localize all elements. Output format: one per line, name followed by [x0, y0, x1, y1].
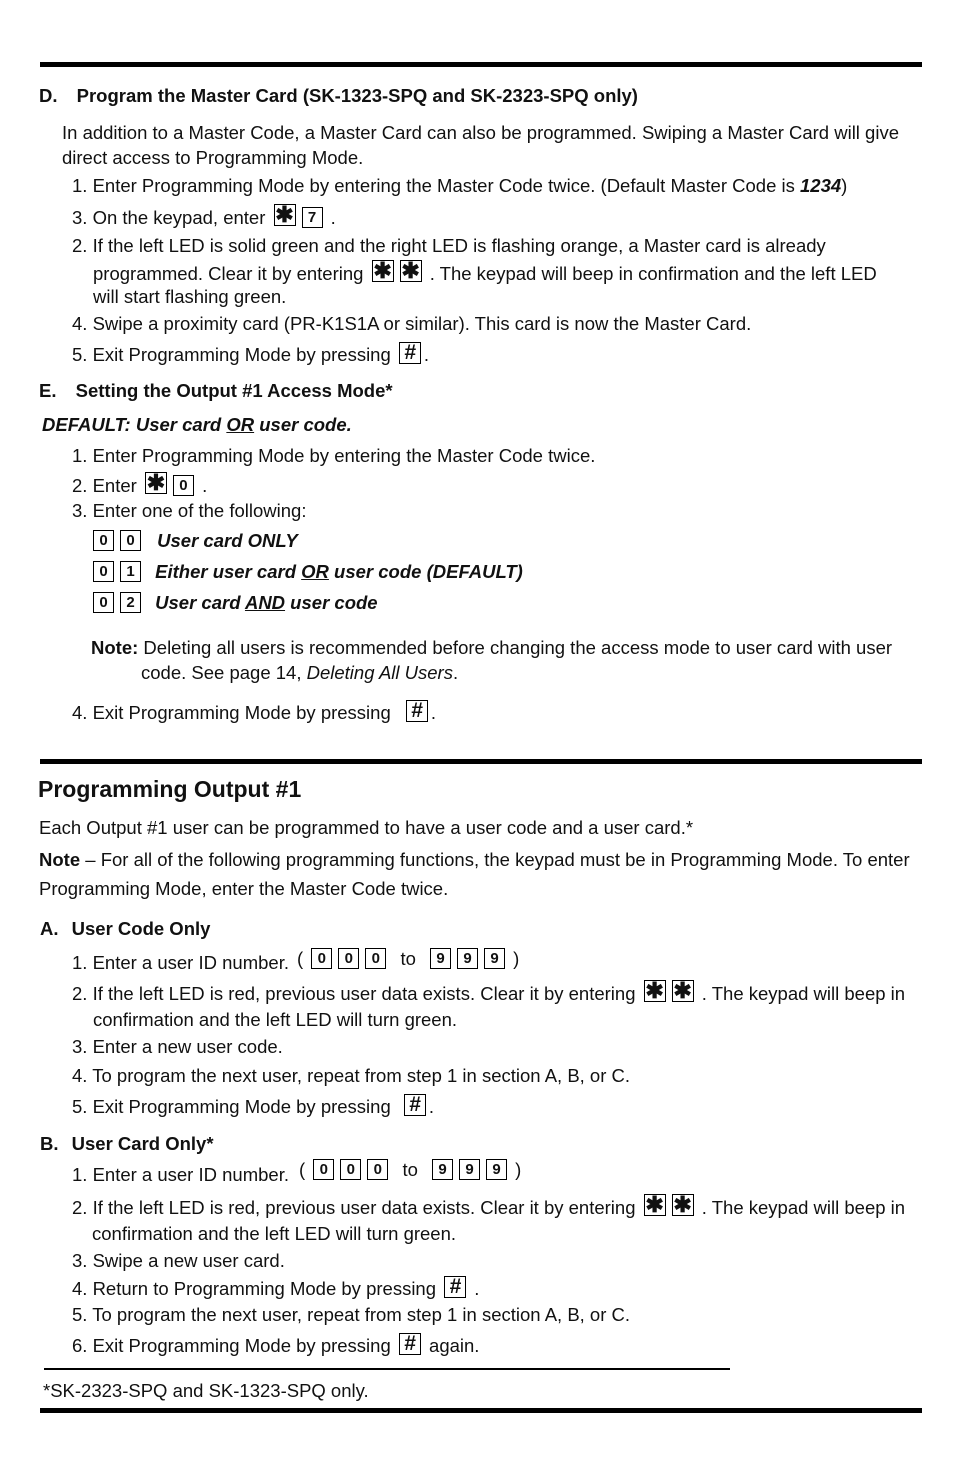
text-span: 2. If the left LED is red, previous user data exists. Clear it by entering: [72, 983, 636, 1004]
text-span: User card ONLY: [157, 530, 298, 551]
text-span: Exit Programming Mode by pressing: [92, 344, 391, 365]
key-1: 1: [120, 561, 141, 582]
section-d-step-2-line-3: will start flashing green.: [93, 286, 287, 307]
text-span: Programming Output #1: [38, 776, 302, 802]
programming-note-line-1: [39, 849, 910, 871]
programming-note-line-2: Programming Mode, enter the Master Code twice.: [39, 878, 449, 899]
key-0: 0: [93, 561, 114, 582]
section-b-range: [299, 1159, 521, 1181]
section-b-step-2-cont: confirmation and the left LED will turn green.: [92, 1223, 457, 1244]
star-key-icon: ✱: [401, 258, 420, 283]
section-rule: [40, 759, 922, 764]
key-9: 9: [430, 948, 451, 969]
section-e-heading: [39, 380, 393, 402]
footnote-rule: [44, 1368, 730, 1370]
star-key-icon: ✱: [645, 1192, 664, 1217]
access-option-2: [90, 592, 378, 614]
text-span: . The keypad will beep in: [701, 1197, 906, 1218]
section-letter: D.: [39, 85, 58, 106]
text-span: 2. Enter: [72, 475, 137, 496]
access-option-0: [90, 530, 298, 552]
section-e-step-2: 2. Enter ✱ 0 .: [72, 470, 208, 496]
text-span: 3.: [72, 207, 88, 228]
text-span: User Code Only: [71, 918, 211, 939]
key-9: 9: [484, 948, 505, 969]
text-span: user code (DEFAULT): [328, 561, 523, 582]
section-b-heading: [40, 1133, 214, 1155]
text-span: DEFAULT: User card: [42, 414, 227, 435]
text-span: 2. If the left LED is red, previous user data exists. Clear it by entering: [72, 1197, 636, 1218]
text-span: 1. Enter a user ID number.: [72, 1164, 289, 1185]
text-span: Deleting all users is recommended before changing the access mode to user card with user: [143, 637, 893, 658]
access-option-1: [90, 561, 523, 583]
text-span: B.: [40, 1133, 59, 1154]
section-a-range: [297, 948, 519, 970]
hash-key-icon: #: [406, 700, 428, 722]
key-2: 2: [120, 592, 141, 613]
text-span: Deleting All Users: [306, 662, 453, 683]
text-span: . The keypad will beep in: [701, 983, 906, 1004]
key-0: 0: [93, 530, 114, 551]
text-span: .: [452, 662, 459, 683]
hash-key-icon: #: [444, 1276, 466, 1298]
section-b-step-5: 5. To program the next user, repeat from step 1 in section A, B, or C.: [72, 1304, 631, 1325]
key-0: 0: [93, 592, 114, 613]
text-span: 2.: [72, 235, 88, 256]
key-9: 9: [459, 1159, 480, 1180]
section-a-heading: [40, 918, 210, 940]
key-9: 9: [432, 1159, 453, 1180]
section-b-step-4: 4. Return to Programming Mode by pressing # .: [72, 1275, 480, 1299]
section-e-step-1: 1. Enter Programming Mode by entering the Master Code twice.: [72, 445, 596, 466]
section-a-step-5: 5. Exit Programming Mode by pressing # .: [72, 1093, 435, 1117]
text-span: A.: [40, 918, 59, 939]
star-key-icon: ✱: [373, 258, 392, 283]
text-span: code. See page 14,: [141, 662, 307, 683]
key-0: 0: [313, 1159, 334, 1180]
text-span: On the keypad, enter: [92, 207, 266, 228]
text-span: to: [402, 1159, 418, 1180]
hash-key-icon: #: [404, 1094, 426, 1116]
section-d-step-3: 3. On the keypad, enter ✱ 7 .: [72, 202, 336, 228]
key-0: 0: [173, 475, 194, 496]
section-d-intro-1: In addition to a Master Code, a Master Card can also be programmed. Swiping a Master Card will give: [62, 122, 899, 143]
text-span: ): [841, 175, 848, 196]
footnote: *SK-2323-SPQ and SK-1323-SPQ only.: [43, 1380, 369, 1401]
text-span: OR: [301, 561, 329, 582]
text-span: Swipe a proximity card (PR-K1S1A or similar). This card is now the Master Card.: [92, 313, 752, 334]
text-span: 4. Return to Programming Mode by pressing: [72, 1278, 437, 1299]
section-a-step-4: 4. To program the next user, repeat from step 1 in section A, B, or C.: [72, 1065, 631, 1086]
text-span: 6. Exit Programming Mode by pressing: [72, 1335, 391, 1356]
star-key-icon: ✱: [275, 202, 294, 227]
star-key-icon: ✱: [673, 978, 692, 1003]
key-0: 0: [365, 948, 386, 969]
text-span: Setting the Output #1 Access Mode*: [75, 380, 393, 401]
top-rule: [40, 62, 922, 67]
text-span: AND: [244, 592, 286, 613]
text-span: Note: [39, 849, 81, 870]
text-span: 1. Enter a user ID number.: [72, 952, 289, 973]
section-e-note-line-1: [91, 637, 892, 659]
text-span: ): [515, 1159, 522, 1180]
page-title: [38, 776, 301, 803]
section-a-step-2-cont: confirmation and the left LED will turn green.: [93, 1009, 458, 1030]
text-span: ): [513, 948, 520, 969]
text-span: 1.: [72, 175, 88, 196]
text-span: (: [299, 1159, 306, 1180]
section-b-step-3: 3. Swipe a new user card.: [72, 1250, 285, 1271]
key-7: 7: [302, 207, 323, 228]
section-b-step-6: [72, 1333, 479, 1357]
key-0: 0: [338, 948, 359, 969]
section-d-step-2-line-1: [72, 235, 826, 257]
text-span: user code: [285, 592, 378, 613]
section-b-step-2: [72, 1194, 905, 1219]
star-key-icon: ✱: [645, 978, 664, 1003]
key-0: 0: [311, 948, 332, 969]
section-a-step-3: 3. Enter a new user code.: [72, 1036, 283, 1057]
section-d-step-4: [72, 313, 751, 335]
section-d-step-5: 5. Exit Programming Mode by pressing # .: [72, 341, 430, 365]
text-span: Note:: [91, 637, 139, 658]
text-span: 4. Exit Programming Mode by pressing: [72, 702, 391, 723]
star-key-icon: ✱: [673, 1192, 692, 1217]
key-0: 0: [367, 1159, 388, 1180]
key-9: 9: [457, 948, 478, 969]
section-title: Program the Master Card (SK-1323-SPQ and SK-2323-SPQ only): [76, 85, 638, 106]
section-d-step-1: [72, 175, 847, 197]
bottom-rule: [40, 1408, 922, 1413]
text-span: . The keypad will beep in confirmation and the left LED: [429, 263, 877, 284]
hash-key-icon: #: [399, 1333, 421, 1355]
section-d-intro-2: direct access to Programming Mode.: [62, 147, 364, 168]
text-span: to: [400, 948, 416, 969]
section-a-step-2: [72, 980, 905, 1005]
section-e-default: [42, 414, 352, 436]
section-d-heading: [39, 85, 638, 107]
default-master-code: 1234: [800, 175, 842, 196]
text-span: User Card Only*: [71, 1133, 214, 1154]
section-d-step-2-line-2: [93, 260, 877, 285]
section-e-step-3: 3. Enter one of the following:: [72, 500, 307, 521]
text-span: User card: [155, 592, 245, 613]
section-a-step-1: [72, 952, 289, 974]
text-span: Enter Programming Mode by entering the Master Code twice. (Default Master Code is: [92, 175, 800, 196]
section-b-step-1: [72, 1164, 289, 1186]
text-span: 5.: [72, 344, 88, 365]
section-e-step-4: 4. Exit Programming Mode by pressing # .: [72, 699, 437, 723]
text-span: 4.: [72, 313, 88, 334]
key-0: 0: [340, 1159, 361, 1180]
text-span: user code.: [254, 414, 352, 435]
key-0: 0: [120, 530, 141, 551]
text-span: If the left LED is solid green and the right LED is flashing orange, a Master card is already: [92, 235, 826, 256]
star-key-icon: ✱: [146, 470, 166, 495]
text-span: programmed. Clear it by entering: [93, 263, 364, 284]
key-9: 9: [486, 1159, 507, 1180]
hash-key-icon: #: [399, 342, 421, 364]
text-span: (: [297, 948, 304, 969]
programming-intro: Each Output #1 user can be programmed to have a user code and a user card.*: [39, 817, 694, 838]
text-span: E.: [39, 380, 57, 401]
text-span: again.: [429, 1335, 480, 1356]
section-e-note-line-2: [141, 662, 458, 684]
text-span: 5. Exit Programming Mode by pressing: [72, 1096, 391, 1117]
text-span: OR: [226, 414, 255, 435]
text-span: Either user card: [155, 561, 302, 582]
text-span: – For all of the following programming functions, the keypad must be in Programming Mode. To enter: [80, 849, 910, 870]
